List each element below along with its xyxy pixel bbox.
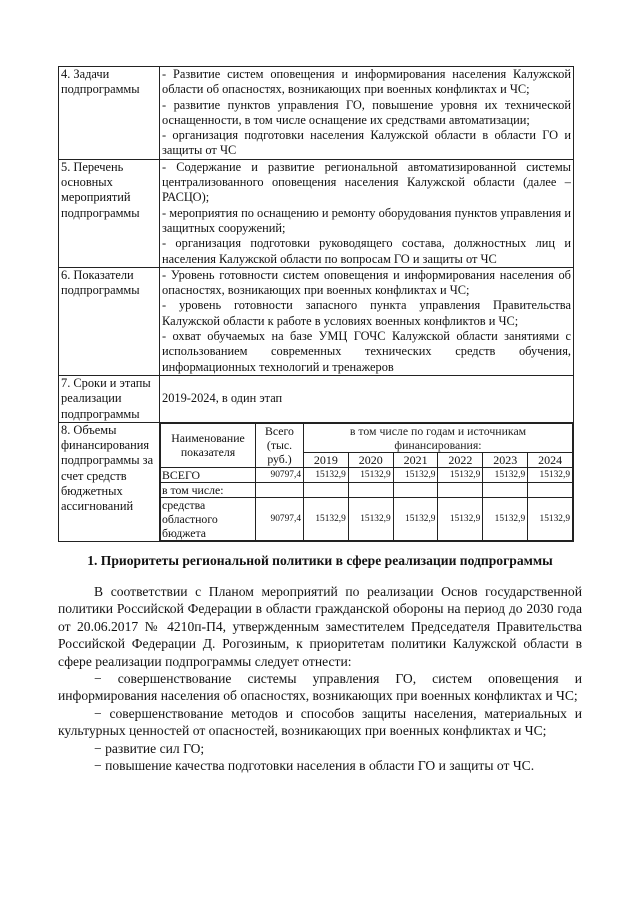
empty-cell xyxy=(304,482,349,497)
passport-row-activities xyxy=(59,159,574,267)
row-label: 8. Объемы финансирования подпрограммы за счет средств бюджетных ассигнований xyxy=(59,422,160,541)
row-label: 7. Сроки и этапы реализации подпрограммы xyxy=(59,375,160,422)
funding-cell xyxy=(160,422,574,541)
regional-year-value: 15132,9 xyxy=(393,497,438,540)
total-year-value: 15132,9 xyxy=(348,467,393,482)
regional-year-value: 15132,9 xyxy=(438,497,483,540)
section-body xyxy=(58,583,582,774)
list-item: - организация подготовки руководящего состава, должностных лиц и населения Калужской области по вопросам ГО и защиты от ЧС xyxy=(162,236,571,266)
empty-cell xyxy=(393,482,438,497)
total-year-value: 15132,9 xyxy=(393,467,438,482)
regional-sum: 90797,4 xyxy=(256,497,304,540)
list-item: − совершенствование системы управления ГО, систем оповещения и информирования населения об опасностях, возникающих при военных конфликтах и ЧС; xyxy=(58,671,582,704)
section-title: 1. Приоритеты региональной политики в сфере реализации подпрограммы xyxy=(87,553,553,568)
passport-row-terms xyxy=(59,375,574,422)
year-header: 2019 xyxy=(304,452,349,467)
total-year-value: 15132,9 xyxy=(438,467,483,482)
row-value xyxy=(160,159,574,267)
list-item: − совершенствование методов и способов защиты населения, материальных и культурных ценностей от опасностей, возникающих при военных конфликтах и ЧС; xyxy=(58,705,582,739)
column-header: Всего (тыс. руб.) xyxy=(256,423,304,467)
table-row xyxy=(161,482,573,497)
list-item: - охват обучаемых на базе УМЦ ГОЧС Калужской области занятиями с использованием современных технических средств обучения, информационных технологий и тренажеров xyxy=(162,329,571,374)
row-value: 2019-2024, в один этап xyxy=(160,375,574,422)
passport-row-tasks xyxy=(59,67,574,160)
column-header: Наименование показателя xyxy=(161,423,256,467)
row-label: 5. Перечень основных мероприятий подпрограммы xyxy=(59,159,160,267)
empty-cell xyxy=(483,482,528,497)
year-header: 2023 xyxy=(483,452,528,467)
funding-header-row xyxy=(161,423,573,452)
total-label: ВСЕГО xyxy=(161,467,256,482)
column-header: в том числе по годам и источникам финансирования: xyxy=(304,423,573,452)
regional-year-value: 15132,9 xyxy=(348,497,393,540)
list-item: - мероприятия по оснащению и ремонту оборудования пунктов управления и защитных сооружений; xyxy=(162,205,571,235)
row-value xyxy=(160,67,574,160)
intro-paragraph: В соответствии с Планом мероприятий по реализации Основ государственной политики Российской Федерации в области гражданской обороны на период до 2030 года от 20.06.2017 № 4210п-П4, утвержденным заместителем Председателя Правительства Российской Федерации Д. Рогозиным, к приоритетам политики Калужской области в сфере реализации подпрограммы следует отнести: xyxy=(58,584,582,669)
regional-year-value: 15132,9 xyxy=(304,497,349,540)
row-value xyxy=(160,267,574,375)
total-sum: 90797,4 xyxy=(256,467,304,482)
year-header: 2024 xyxy=(528,452,573,467)
funding-table xyxy=(160,423,573,541)
total-year-value: 15132,9 xyxy=(528,467,573,482)
table-row xyxy=(161,467,573,482)
regional-year-value: 15132,9 xyxy=(483,497,528,540)
list-item: - развитие пунктов управления ГО, повышение уровня их технической оснащенности, в том числе оснащение их средствами автоматизации; xyxy=(162,97,571,127)
row-label: 6. Показатели подпрограммы xyxy=(59,267,160,375)
list-item: - Содержание и развитие региональной автоматизированной системы централизованного оповещения населения Калужской области (далее – РАСЦО); xyxy=(162,159,571,205)
total-year-value: 15132,9 xyxy=(483,467,528,482)
year-header: 2021 xyxy=(393,452,438,467)
table-row xyxy=(161,497,573,540)
row-label: 4. Задачи подпрограммы xyxy=(59,67,160,160)
list-item: - Уровень готовности систем оповещения и информирования населения об опасностях, возникающих при военных конфликтах и ЧС; xyxy=(162,267,571,298)
year-header: 2020 xyxy=(348,452,393,467)
list-item: − повышение качества подготовки населения в области ГО и защиты от ЧС. xyxy=(94,758,535,774)
year-header: 2022 xyxy=(438,452,483,467)
total-year-value: 15132,9 xyxy=(304,467,349,482)
empty-cell xyxy=(438,482,483,497)
including-label: в том числе: xyxy=(161,482,256,497)
regional-label: средства областного бюджета xyxy=(161,497,256,540)
list-item: - организация подготовки населения Калужской области в области ГО и защиты от ЧС xyxy=(162,128,571,158)
list-item: - уровень готовности запасного пункта управления Правительства Калужской области к работе в условиях военных конфликтов и ЧС; xyxy=(162,298,571,328)
passport-row-funding xyxy=(59,422,574,541)
list-item: − развитие сил ГО; xyxy=(94,740,205,756)
empty-cell xyxy=(348,482,393,497)
list-item: - Развитие систем оповещения и информирования населения Калужской области об опасностях, возникающих при военных конфликтах и ЧС; xyxy=(162,67,571,97)
regional-year-value: 15132,9 xyxy=(528,497,573,540)
empty-cell xyxy=(528,482,573,497)
subprogram-passport-table xyxy=(58,66,574,542)
passport-row-indicators xyxy=(59,267,574,375)
empty-cell xyxy=(256,482,304,497)
